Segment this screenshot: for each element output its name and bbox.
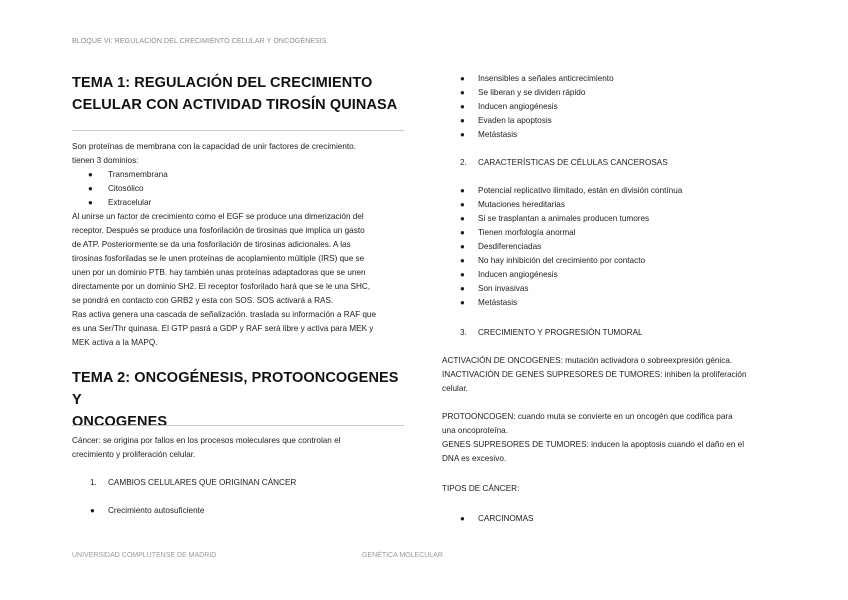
para1-line-1: INACTIVACIÓN DE GENES SUPRESORES DE TUMORES: inhiben la proliferación xyxy=(442,370,747,379)
tema1-body-0: Al unirse un factor de crecimiento como el EGF se produce una dimerización del xyxy=(72,212,364,221)
bullet-icon: ● xyxy=(460,214,465,223)
section1-number: 1. xyxy=(90,478,97,487)
tema1-body-4: unen por un dominio PTB. hay también unas proteínas adaptadoras que se unen xyxy=(72,268,366,277)
section2-item: Desdiferenciadas xyxy=(478,242,542,251)
bullet-icon: ● xyxy=(460,116,465,125)
bullet-icon: ● xyxy=(460,130,465,139)
section2-title: CARACTERÍSTICAS DE CÉLULAS CANCEROSAS xyxy=(478,158,668,167)
bullet-icon: ● xyxy=(460,88,465,97)
bullet-icon: ● xyxy=(88,170,93,179)
bullet-icon: ● xyxy=(88,198,93,207)
para2-line-1: una oncoproteína. xyxy=(442,426,509,435)
tema1-intro-0: Son proteínas de membrana con la capacidad de unir factores de crecimiento. xyxy=(72,142,356,151)
section2-item: Tienen morfología anormal xyxy=(478,228,576,237)
tema1-body-3: tirosinas fosforiladas se le unen proteínas de acoplamiento múltiple (IRS) que se xyxy=(72,254,365,263)
tipos-label: TIPOS DE CÁNCER: xyxy=(442,484,520,493)
top-item: Insensibles a señales anticrecimiento xyxy=(478,74,614,83)
bullet-icon: ● xyxy=(90,506,95,515)
section3-number: 3. xyxy=(460,328,467,337)
bullet-icon: ● xyxy=(460,186,465,195)
tema2-intro-1: crecimiento y proliferación celular. xyxy=(72,450,196,459)
tema1-body-8: es una Ser/Thr quinasa. El GTP pasrá a GDP y RAF será libre y activa para MEK y xyxy=(72,324,374,333)
bullet-icon: ● xyxy=(460,514,465,523)
section2-item: Mutaciones hereditarias xyxy=(478,200,565,209)
section2-item: Son invasivas xyxy=(478,284,529,293)
footer-center: GENÉTICA MOLECULAR xyxy=(362,552,443,559)
bullet-icon: ● xyxy=(460,270,465,279)
section2-item: Si se trasplantan a animales producen tumores xyxy=(478,214,650,223)
bullet-icon: ● xyxy=(460,74,465,83)
tema2-intro-0: Cáncer: se origina por fallos en los procesos moleculares que controlan el xyxy=(72,436,341,445)
bullet-icon: ● xyxy=(460,200,465,209)
tema2-divider xyxy=(72,425,404,426)
domain-item: Transmembrana xyxy=(108,170,168,179)
section1-item: Crecimiento autosuficiente xyxy=(108,506,205,515)
section2-item: Potencial replicativo ilimitado, están en división contínua xyxy=(478,186,683,195)
tema2-title xyxy=(72,367,404,433)
bullet-icon: ● xyxy=(460,102,465,111)
section2-number: 2. xyxy=(460,158,467,167)
para1-line-2: celular. xyxy=(442,384,468,393)
para1-line-0: ACTIVACIÓN DE ONCOGENES: mutación activadora o sobreexpresión génica. xyxy=(442,356,733,365)
section1-title: CAMBIOS CELULARES QUE ORIGINAN CÁNCER xyxy=(108,478,297,487)
tema1-intro-1: tienen 3 dominios: xyxy=(72,156,139,165)
tema1-body-1: receptor. Después se produce una fosforilación de tirosinas que implica un gasto xyxy=(72,226,365,235)
tema2-title-line2: ONCOGENES xyxy=(72,414,168,430)
bullet-icon: ● xyxy=(460,298,465,307)
section3-title: CRECIMIENTO Y PROGRESIÓN TUMORAL xyxy=(478,328,643,337)
top-item: Se liberan y se dividen rápido xyxy=(478,88,586,97)
bullet-icon: ● xyxy=(460,242,465,251)
tema1-divider xyxy=(72,130,404,131)
top-item: Metástasis xyxy=(478,130,518,139)
bullet-icon: ● xyxy=(88,184,93,193)
top-item: Inducen angiogénesis xyxy=(478,102,558,111)
tema1-body-7: Ras activa genera una cascada de señalización. traslada su información a RAF que xyxy=(72,310,377,319)
tema1-body-2: de ATP. Posteriormente se da una fosforilación de tirosinas adicionales. A las xyxy=(72,240,351,249)
para2-line-2: GENES SUPRESORES DE TUMORES: inducen la apoptosis cuando el daño en el xyxy=(442,440,745,449)
section2-item: No hay inhibición del crecimiento por contacto xyxy=(478,256,646,265)
bullet-icon: ● xyxy=(460,256,465,265)
section2-item: Metástasis xyxy=(478,298,518,307)
bullet-icon: ● xyxy=(460,284,465,293)
tema1-title xyxy=(72,72,404,116)
page-header: BLOQUE VI: REGULACIÓN DEL CRECIMIENTO CELULAR Y ONCOGÉNESIS xyxy=(72,38,327,45)
para2-line-3: DNA es excesivo. xyxy=(442,454,507,463)
top-item: Evaden la apoptosis xyxy=(478,116,552,125)
tipos-item: CARCINOMAS xyxy=(478,514,534,523)
section2-item: Inducen angiogénesis xyxy=(478,270,558,279)
tema1-body-5: directamente por un dominio SH2. El receptor fosforilado hará que se le una SHC, xyxy=(72,282,371,291)
bullet-icon: ● xyxy=(460,228,465,237)
tema1-body-9: MEK activa a la MAPQ. xyxy=(72,338,158,347)
domain-item: Extracelular xyxy=(108,198,152,207)
tema2-title-line1: TEMA 2: ONCOGÉNESIS, PROTOONCOGENES Y xyxy=(72,370,399,408)
domain-item: Citosólico xyxy=(108,184,144,193)
footer-left: UNIVERSIDAD COMPLUTENSE DE MADRID xyxy=(72,552,217,559)
para2-line-0: PROTOONCOGEN: cuando muta se convierte en un oncogén que codifica para xyxy=(442,412,733,421)
tema1-title-line1: TEMA 1: REGULACIÓN DEL CRECIMIENTO xyxy=(72,75,373,91)
tema1-title-line2: CELULAR CON ACTIVIDAD TIROSÍN QUINASA xyxy=(72,97,398,113)
tema1-body-6: se pondrá en contacto con GRB2 y esta con SOS. SOS activará a RAS. xyxy=(72,296,334,305)
